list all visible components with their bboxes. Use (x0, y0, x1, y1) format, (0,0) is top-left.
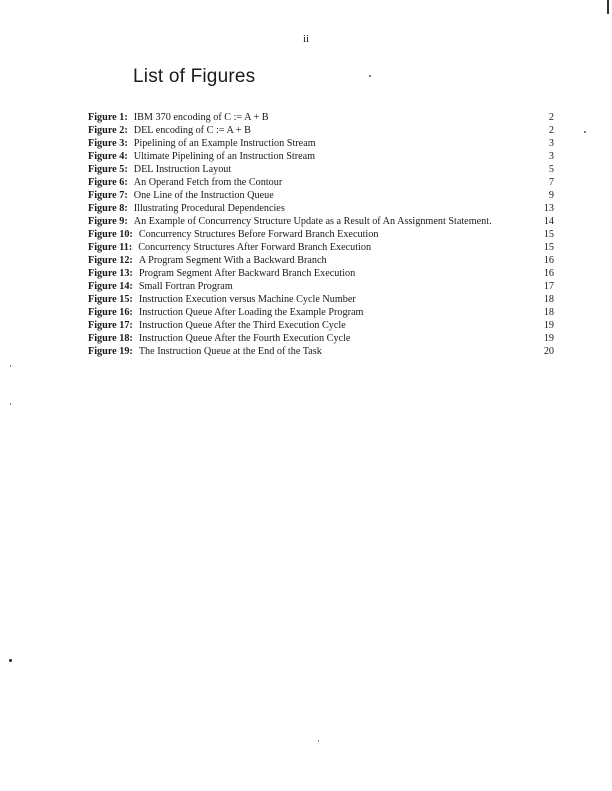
figure-label: Figure 5: (88, 164, 128, 175)
figure-entry (88, 228, 554, 241)
figure-label: Figure 17: (88, 320, 133, 331)
figure-page-number: 15 (543, 229, 554, 240)
figure-label: Figure 13: (88, 268, 133, 279)
scan-speck (10, 403, 11, 405)
figure-caption: Instruction Queue After Loading the Example Program (138, 307, 364, 318)
figure-caption: Instruction Queue After the Fourth Execution Cycle (138, 333, 351, 344)
figure-entry (88, 319, 554, 332)
figure-label: Figure 14: (88, 281, 133, 292)
figure-caption: The Instruction Queue at the End of the Task (138, 346, 322, 357)
figure-entry (88, 267, 554, 280)
figure-entry (88, 137, 554, 150)
figure-label: Figure 11: (88, 242, 133, 253)
figure-page-number: 14 (543, 216, 554, 227)
figure-label: Figure 8: (88, 203, 128, 214)
figure-caption: Concurrency Structures Before Forward Branch Execution (138, 229, 379, 240)
figure-entry (88, 215, 554, 228)
figure-caption: DEL Instruction Layout (133, 164, 232, 175)
figure-caption: Pipelining of an Example Instruction Stream (133, 138, 316, 149)
scan-speck (9, 659, 12, 662)
figure-entry (88, 345, 554, 358)
figure-caption: Concurrency Structures After Forward Branch Execution (138, 242, 372, 253)
figure-entry (88, 293, 554, 306)
figure-caption: One Line of the Instruction Queue (133, 190, 274, 201)
figure-caption: An Operand Fetch from the Contour (133, 177, 283, 188)
scan-speck (318, 740, 319, 742)
figure-caption: Instruction Execution versus Machine Cycle Number (138, 294, 356, 305)
figure-page-number: 18 (543, 294, 554, 305)
figure-entry (88, 332, 554, 345)
figure-entry (88, 111, 554, 124)
figure-label: Figure 7: (88, 190, 128, 201)
figure-page-number: 19 (543, 320, 554, 331)
figure-page-number: 15 (543, 242, 554, 253)
figure-label: Figure 9: (88, 216, 128, 227)
figure-caption: Small Fortran Program (138, 281, 233, 292)
figure-entry (88, 241, 554, 254)
figure-page-number: 13 (543, 203, 554, 214)
figure-label: Figure 6: (88, 177, 128, 188)
page-number: ii (302, 33, 310, 45)
figure-caption: IBM 370 encoding of C := A + B (133, 112, 269, 123)
scan-speck (369, 75, 371, 77)
figure-caption: A Program Segment With a Backward Branch (138, 255, 327, 266)
figure-page-number: 9 (548, 190, 554, 201)
figure-entry (88, 280, 554, 293)
figure-caption: Program Segment After Backward Branch Execution (138, 268, 356, 279)
figure-label: Figure 12: (88, 255, 133, 266)
figure-label: Figure 1: (88, 112, 128, 123)
figure-entry (88, 254, 554, 267)
figure-list (88, 111, 554, 358)
scan-edge-mark (607, 0, 609, 14)
figure-entry (88, 124, 554, 137)
figure-label: Figure 15: (88, 294, 133, 305)
figure-label: Figure 18: (88, 333, 133, 344)
figure-label: Figure 2: (88, 125, 128, 136)
figure-page-number: 19 (543, 333, 554, 344)
figure-entry (88, 189, 554, 202)
figure-page-number: 18 (543, 307, 554, 318)
figure-caption: An Example of Concurrency Structure Update as a Result of An Assignment Statement. (133, 216, 492, 227)
figure-entry (88, 163, 554, 176)
figure-label: Figure 10: (88, 229, 133, 240)
figure-entry (88, 150, 554, 163)
figure-caption: Ultimate Pipelining of an Instruction Stream (133, 151, 316, 162)
figure-label: Figure 19: (88, 346, 133, 357)
figure-page-number: 16 (543, 255, 554, 266)
figure-page-number: 7 (548, 177, 554, 188)
figure-entry (88, 202, 554, 215)
figure-page-number: 17 (543, 281, 554, 292)
figure-page-number: 5 (548, 164, 554, 175)
scan-speck (584, 131, 586, 133)
figure-caption: Instruction Queue After the Third Execution Cycle (138, 320, 346, 331)
figure-caption: Illustrating Procedural Dependencies (133, 203, 285, 214)
page-title: List of Figures (133, 66, 256, 87)
figure-page-number: 2 (548, 112, 554, 123)
figure-page-number: 20 (543, 346, 554, 357)
figure-caption: DEL encoding of C := A + B (133, 125, 251, 136)
figure-page-number: 16 (543, 268, 554, 279)
figure-page-number: 3 (548, 138, 554, 149)
figure-label: Figure 3: (88, 138, 128, 149)
figure-entry (88, 176, 554, 189)
figure-page-number: 2 (548, 125, 554, 136)
figure-label: Figure 16: (88, 307, 133, 318)
figure-page-number: 3 (548, 151, 554, 162)
figure-entry (88, 306, 554, 319)
scan-speck (10, 365, 11, 367)
figure-label: Figure 4: (88, 151, 128, 162)
